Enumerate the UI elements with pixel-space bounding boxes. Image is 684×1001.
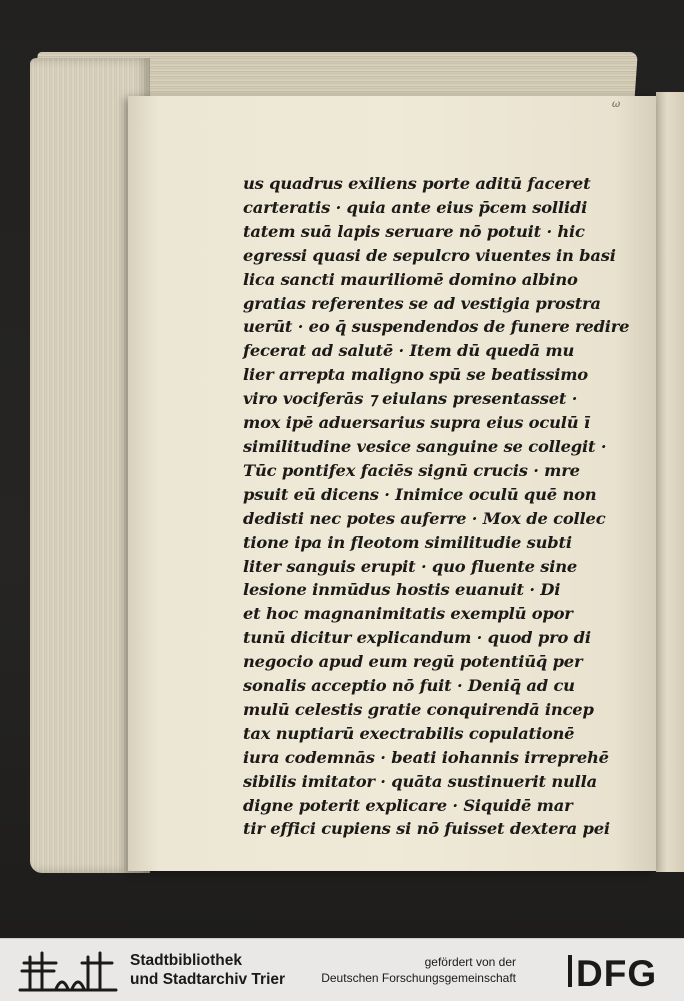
text-line: uerūt · eo q̄ suspendendos de funere redire: [243, 317, 630, 337]
text-line: negocio apud eum regū potentiūq̄ per: [243, 652, 583, 672]
institution-line-2: und Stadtarchiv Trier: [130, 971, 286, 988]
text-line: dedisti nec potes auferre · Mox de collec: [243, 508, 606, 528]
text-line: viro vociferās ⁊ eiulans presentasset ·: [243, 389, 578, 409]
text-line: tunū dicitur explicandum · quod pro di: [243, 628, 591, 648]
text-line: liter sanguis erupit · quo fluente sine: [243, 556, 578, 576]
library-logo-icon: [16, 949, 120, 993]
funding-line-1: gefördert von der: [424, 955, 516, 969]
institution-name: [130, 951, 285, 989]
text-line: carteratis · quia ante eius p̄cem sollidi: [243, 197, 588, 217]
dfg-logo-text: DFG: [576, 953, 658, 991]
text-line: sonalis acceptio nō fuit · Deniq̄ ad cu: [243, 676, 575, 696]
text-line: lica sancti mauriliomē domino albino: [243, 269, 578, 289]
text-line: us quadrus exiliens porte aditū faceret: [243, 174, 591, 193]
text-line: psuit eū dicens · Inimice oculū quē non: [243, 484, 597, 504]
text-line: similitudine vesice sanguine se collegit ·: [243, 436, 607, 456]
funding-line-2: Deutschen Forschungsgemeinschaft: [321, 971, 516, 985]
dfg-logo-icon: [568, 951, 676, 991]
text-line: mulū celestis gratie conquirendā incep: [243, 699, 594, 719]
manuscript-text: [243, 172, 633, 841]
text-line: sibilis imitator · quāta sustinuerit nulla: [243, 771, 598, 791]
text-line: tax nuptiarū exectrabilis copulationē: [243, 723, 575, 743]
text-line: fecerat ad salutē · Item dū quedā mu: [243, 341, 575, 361]
text-line: gratias referentes se ad vestigia prostra: [243, 293, 601, 313]
folio-mark: ω: [612, 99, 621, 110]
institution-line-1: Stadtbibliothek: [130, 952, 242, 969]
text-line: iura codemnās · beati iohannis irreprehē: [243, 747, 609, 767]
funding-note: [321, 954, 516, 986]
text-line: lesione inmūdus hostis euanuit · Di: [243, 580, 561, 600]
text-line: tatem suā lapis seruare nō potuit · hic: [243, 221, 585, 241]
text-line: Tūc pontifex faciēs signū crucis · mre: [243, 460, 580, 480]
text-line: digne poterit explicare · Siquidē mar: [243, 795, 573, 815]
text-line: et hoc magnanimitatis exemplū opor: [243, 604, 573, 624]
text-line: mox ipē aduersarius supra eius oculū ī: [243, 413, 590, 433]
text-line: tir effici cupiens si nō fuisset dextera pei: [243, 819, 610, 839]
text-line: egressi quasi de sepulcro viuentes in basi: [243, 245, 616, 265]
facing-page-edge: [656, 92, 684, 872]
text-line: tione ipa in fleotom similitudie subti: [243, 532, 572, 552]
attribution-footer: [0, 938, 684, 1001]
text-line: lier arrepta maligno spū se beatissimo: [243, 365, 588, 385]
